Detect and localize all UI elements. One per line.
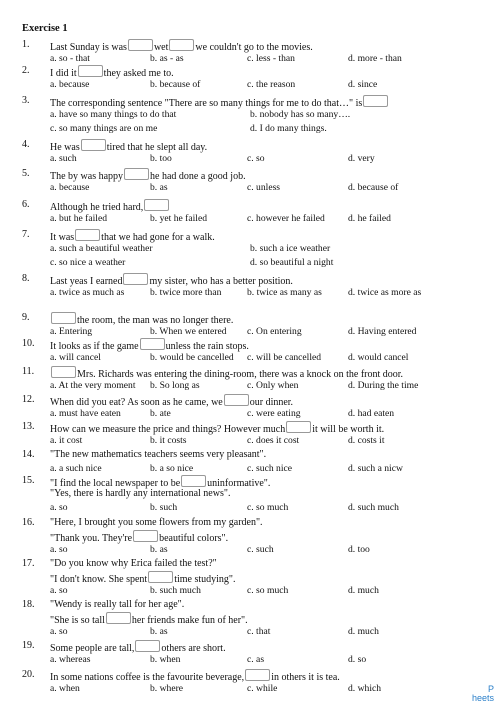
answer-blank[interactable]	[148, 571, 173, 583]
answer-option[interactable]: c. so much	[247, 585, 289, 596]
question-text	[50, 558, 217, 570]
question-fragment: "Do you know why Erica failed the test?"	[50, 558, 217, 569]
question-fragment: that we had gone for a walk.	[101, 232, 215, 243]
answer-option[interactable]: d. had eaten	[348, 408, 395, 419]
question-fragment: time studying".	[174, 574, 236, 585]
question-fragment: our dinner.	[249, 397, 294, 408]
answer-option[interactable]: d. too	[348, 544, 370, 555]
answer-blank[interactable]	[140, 338, 165, 350]
question-text	[50, 366, 403, 381]
answer-blank[interactable]	[363, 95, 388, 107]
question-number: 9.	[22, 312, 30, 323]
answer-option[interactable]: c. however he failed	[247, 213, 325, 224]
answer-option[interactable]: a. when	[50, 683, 80, 694]
watermark-line-1: P	[487, 684, 494, 694]
answer-blank[interactable]	[51, 312, 76, 324]
answer-blank[interactable]	[124, 168, 149, 180]
question-fragment: It looks as if the game	[50, 341, 139, 352]
answer-option[interactable]: d. would cancel	[348, 352, 409, 363]
answer-option[interactable]: c. that	[247, 626, 271, 637]
question-fragment: uninformative".	[207, 478, 271, 489]
answer-option[interactable]: c. On entering	[247, 326, 302, 337]
answer-blank[interactable]	[75, 229, 100, 241]
answer-option[interactable]: c. does it cost	[247, 435, 300, 446]
question-text	[50, 312, 233, 327]
question-fragment: In some nations coffee is the favourite beverage,	[50, 672, 245, 683]
watermark-logo	[472, 685, 494, 703]
answer-option[interactable]: b. yet he failed	[150, 213, 208, 224]
answer-option[interactable]: c. so	[247, 153, 265, 164]
question-text	[50, 273, 293, 288]
answer-blank[interactable]	[133, 530, 158, 542]
answer-option[interactable]: b. too	[150, 153, 172, 164]
answer-option[interactable]: d. such a nicw	[348, 463, 403, 474]
answer-option[interactable]: b. it costs	[150, 435, 187, 446]
answer-blank[interactable]	[224, 394, 249, 406]
answer-option[interactable]: b. when	[150, 654, 181, 665]
question-fragment: "The new mathematics teachers seems very pleasant".	[50, 449, 267, 460]
answer-option[interactable]: b. as	[150, 544, 168, 555]
question-number: 13.	[22, 421, 35, 432]
answer-option[interactable]: c. will be cancelled	[247, 352, 322, 363]
question-fragment: "Yes, there is hardly any international news".	[50, 488, 231, 499]
question-fragment: How can we measure the price and things? However much	[50, 424, 286, 435]
question-fragment: The by was happy	[50, 171, 124, 182]
answer-blank[interactable]	[106, 612, 131, 624]
answer-option[interactable]: d. so	[348, 654, 367, 665]
question-fragment: wet	[153, 42, 169, 53]
answer-blank[interactable]	[135, 640, 160, 652]
question-fragment: He was	[50, 142, 80, 153]
answer-option[interactable]: c. while	[247, 683, 278, 694]
answer-option[interactable]: d. since	[348, 79, 378, 90]
question-fragment: I did it	[50, 68, 77, 79]
question-text	[50, 229, 215, 244]
question-fragment: her friends make fun of her".	[131, 615, 248, 626]
answer-option[interactable]: c. Only when	[247, 380, 299, 391]
answer-option[interactable]: a. such a beautiful weather	[50, 243, 153, 254]
question-fragment: "Here, I brought you some flowers from my garden".	[50, 517, 263, 528]
question-fragment: my sister, who has a better position.	[149, 276, 293, 287]
answer-option[interactable]: c. less - than	[247, 53, 295, 64]
answer-option[interactable]: a. whereas	[50, 654, 91, 665]
answer-option[interactable]: d. I do many things.	[250, 123, 327, 134]
answer-option[interactable]: b. nobody has so many….	[250, 109, 351, 120]
answer-option[interactable]: a. a such nice	[50, 463, 102, 474]
answer-blank[interactable]	[78, 65, 103, 77]
question-number: 5.	[22, 168, 30, 179]
answer-option[interactable]: b. a so nice	[150, 463, 194, 474]
question-text	[50, 168, 246, 183]
answer-option[interactable]: d. During the time	[348, 380, 419, 391]
question-text	[50, 338, 249, 353]
question-text	[50, 199, 170, 214]
question-number: 2.	[22, 65, 30, 76]
question-number: 20.	[22, 669, 35, 680]
question-fragment: tired that he slept all day.	[106, 142, 208, 153]
answer-option[interactable]: b. would be cancelled	[150, 352, 234, 363]
answer-blank[interactable]	[81, 139, 106, 151]
answer-option[interactable]: c. were eating	[247, 408, 301, 419]
answer-option[interactable]: b. where	[150, 683, 184, 694]
exercise-title: Exercise 1	[22, 23, 68, 34]
question-text	[50, 669, 340, 684]
question-number: 19.	[22, 640, 35, 651]
question-text	[50, 394, 293, 409]
question-text	[50, 599, 184, 611]
answer-option[interactable]: c. so much	[247, 502, 289, 513]
question-fragment: "Thank you. They're	[50, 533, 133, 544]
answer-option[interactable]: d. because of	[348, 182, 399, 193]
answer-option[interactable]: a. so - that	[50, 53, 90, 64]
question-fragment: it will be worth it.	[312, 424, 385, 435]
answer-option[interactable]: c. such	[247, 544, 274, 555]
question-fragment: we couldn't go to the movies.	[195, 42, 313, 53]
question-fragment: the room, the man was no longer there.	[77, 315, 234, 326]
question-fragment: in others it is tea.	[271, 672, 340, 683]
answer-option[interactable]: a. but he failed	[50, 213, 108, 224]
question-number: 6.	[22, 199, 30, 210]
answer-option[interactable]: b. such	[150, 502, 178, 513]
answer-option[interactable]: d. much	[348, 626, 379, 637]
answer-blank[interactable]	[286, 421, 311, 433]
question-number: 7.	[22, 229, 30, 240]
question-number: 1.	[22, 39, 30, 50]
answer-option[interactable]: d. very	[348, 153, 375, 164]
answer-option[interactable]: b. So long as	[150, 380, 200, 391]
question-text	[50, 612, 248, 627]
answer-blank[interactable]	[128, 39, 153, 51]
question-number: 14.	[22, 449, 35, 460]
answer-option[interactable]: d. twice as more as	[348, 287, 422, 298]
question-fragment: he had done a good job.	[150, 171, 246, 182]
answer-option[interactable]: d. more - than	[348, 53, 402, 64]
answer-blank[interactable]	[181, 475, 206, 487]
answer-option[interactable]: a. so	[50, 626, 68, 637]
question-fragment: It was	[50, 232, 75, 243]
answer-option[interactable]: a. so	[50, 544, 68, 555]
watermark-line-2: heets	[471, 693, 494, 703]
question-number: 8.	[22, 273, 30, 284]
answer-option[interactable]: a. so	[50, 585, 68, 596]
question-fragment: beautiful colors".	[159, 533, 229, 544]
question-text	[50, 571, 236, 586]
question-number: 18.	[22, 599, 35, 610]
answer-option[interactable]: b. twice as many as	[247, 287, 322, 298]
answer-blank[interactable]	[144, 199, 169, 211]
question-text	[50, 421, 384, 436]
answer-option[interactable]: d. much	[348, 585, 379, 596]
question-text	[50, 488, 230, 500]
answer-blank[interactable]	[245, 669, 270, 681]
question-text	[50, 39, 313, 54]
question-fragment: "I don't know. She spent	[50, 574, 148, 585]
question-fragment: Some people are tall,	[50, 643, 135, 654]
answer-option[interactable]: b. because of	[150, 79, 201, 90]
question-fragment: Last yeas I earned	[50, 276, 123, 287]
answer-option[interactable]: c. so many things are on me	[50, 123, 158, 134]
question-number: 15.	[22, 475, 35, 486]
answer-option[interactable]: d. Having entered	[348, 326, 417, 337]
answer-option[interactable]: d. so beautiful a night	[250, 257, 334, 268]
answer-option[interactable]: a. Entering	[50, 326, 93, 337]
question-fragment: they asked me to.	[103, 68, 174, 79]
answer-option[interactable]: a. twice as much as	[50, 287, 125, 298]
question-fragment: "I find the local newspaper to be	[50, 478, 181, 489]
question-number: 10.	[22, 338, 35, 349]
answer-blank[interactable]	[169, 39, 194, 51]
answer-option[interactable]: c. the reason	[247, 79, 296, 90]
question-fragment: Although he tried hard,	[50, 202, 144, 213]
question-fragment: "Wendy is really tall for her age".	[50, 599, 185, 610]
answer-option[interactable]: c. so nice a weather	[50, 257, 126, 268]
answer-option[interactable]: b. as - as	[150, 53, 184, 64]
question-text	[50, 517, 263, 529]
answer-option[interactable]: a. because	[50, 182, 90, 193]
question-number: 16.	[22, 517, 35, 528]
answer-option[interactable]: d. such much	[348, 502, 399, 513]
answer-option[interactable]: a. At the very moment	[50, 380, 136, 391]
question-text	[50, 65, 174, 80]
question-fragment: "She is so tall	[50, 615, 105, 626]
answer-option[interactable]: a. so	[50, 502, 68, 513]
question-number: 12.	[22, 394, 35, 405]
question-fragment: others are short.	[161, 643, 226, 654]
answer-option[interactable]: d. he failed	[348, 213, 391, 224]
question-fragment: Mrs. Richards was entering the dining-room, there was a knock on the front door.	[77, 369, 404, 380]
answer-option[interactable]: b. ate	[150, 408, 171, 419]
answer-option[interactable]: c. as	[247, 654, 265, 665]
answer-option[interactable]: a. will cancel	[50, 352, 101, 363]
answer-option[interactable]: a. have so many things to do that	[50, 109, 177, 120]
question-text	[50, 449, 266, 461]
question-number: 11.	[22, 366, 35, 377]
question-number: 3.	[22, 95, 30, 106]
answer-option[interactable]: a. it cost	[50, 435, 83, 446]
question-text	[50, 139, 207, 154]
answer-blank[interactable]	[123, 273, 148, 285]
answer-option[interactable]: c. such nice	[247, 463, 293, 474]
answer-blank[interactable]	[51, 366, 76, 378]
question-text	[50, 530, 228, 545]
answer-option[interactable]: a. must have eaten	[50, 408, 121, 419]
answer-option[interactable]: b. When we entered	[150, 326, 227, 337]
question-fragment: The corresponding sentence "There are so many things for me to do that…" is	[50, 98, 363, 109]
answer-option[interactable]: b. as	[150, 182, 168, 193]
answer-option[interactable]: b. twice more than	[150, 287, 222, 298]
answer-option[interactable]: d. costs it	[348, 435, 385, 446]
answer-option[interactable]: c. unless	[247, 182, 281, 193]
question-number: 4.	[22, 139, 30, 150]
answer-option[interactable]: b. as	[150, 626, 168, 637]
answer-option[interactable]: a. because	[50, 79, 90, 90]
answer-option[interactable]: a. such	[50, 153, 77, 164]
answer-option[interactable]: d. which	[348, 683, 382, 694]
answer-option[interactable]: b. such much	[150, 585, 201, 596]
question-text	[50, 95, 389, 110]
question-number: 17.	[22, 558, 35, 569]
question-text	[50, 640, 226, 655]
question-fragment: Last Sunday is was	[50, 42, 127, 53]
answer-option[interactable]: b. such a ice weather	[250, 243, 331, 254]
question-fragment: unless the rain stops.	[165, 341, 249, 352]
question-fragment: When did you eat? As soon as he came, we	[50, 397, 223, 408]
